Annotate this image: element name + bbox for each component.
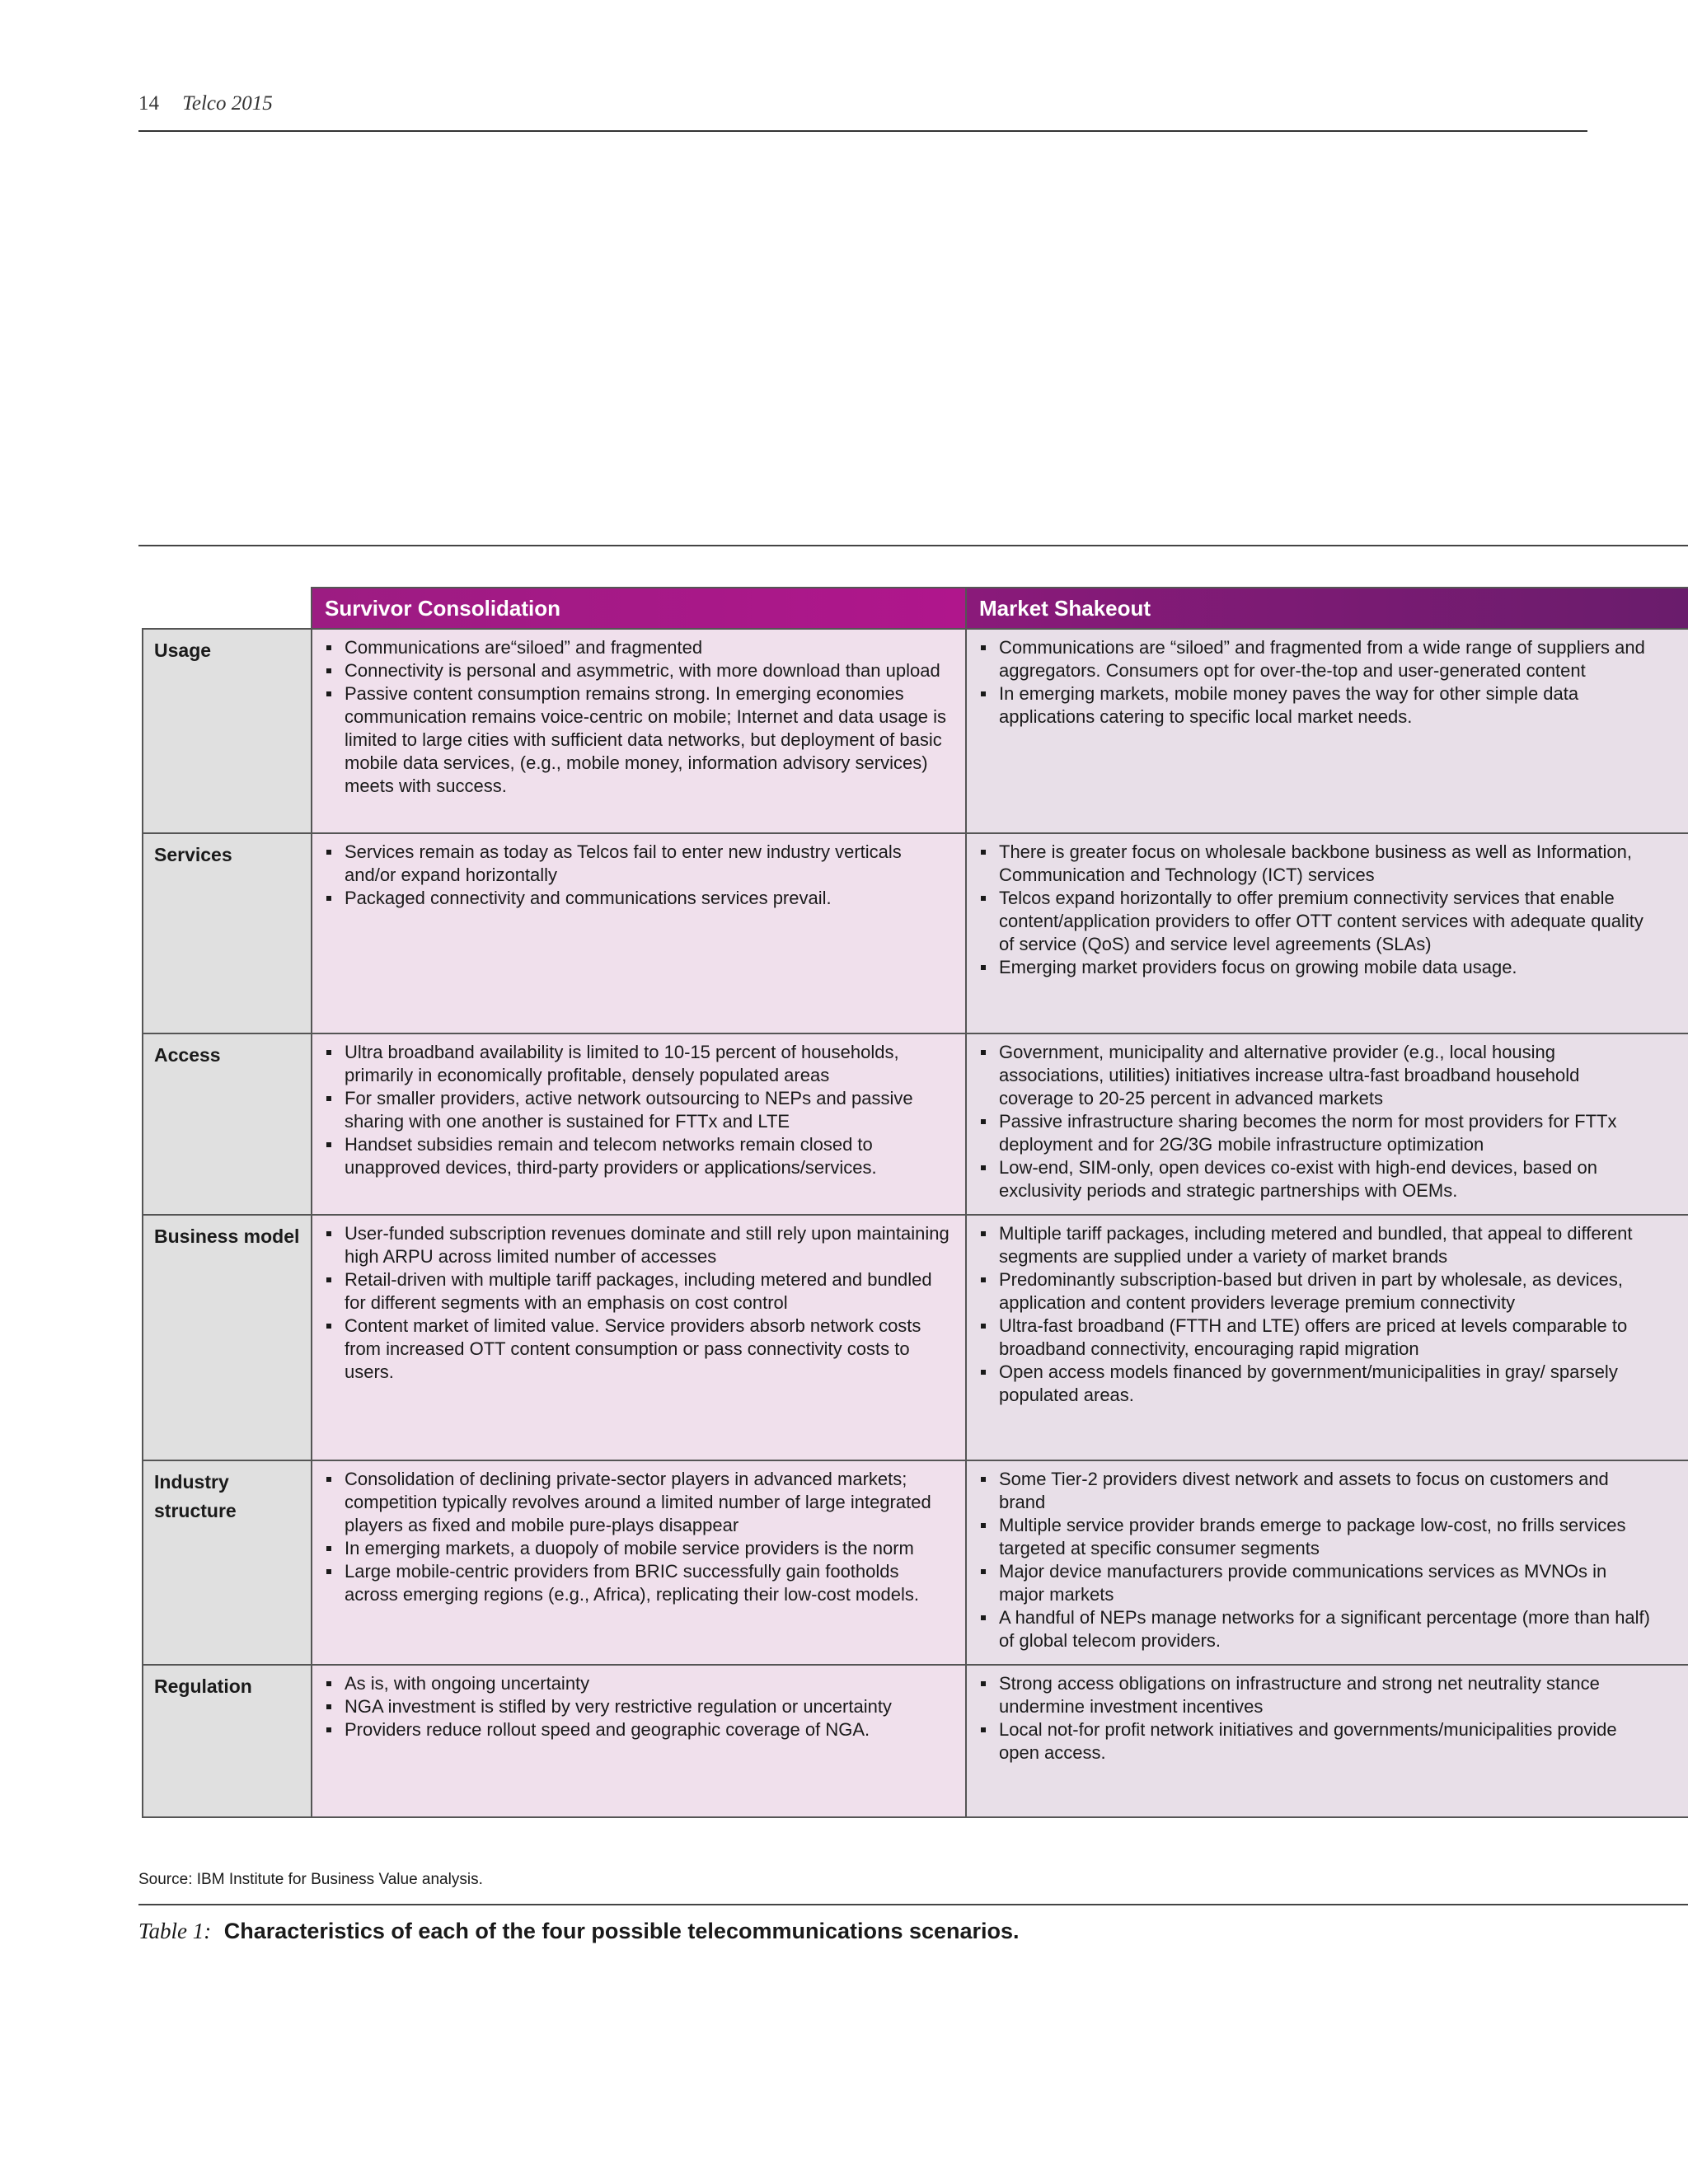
bullet-item: Some Tier-2 providers divest network and assets to focus on customers and brand (979, 1468, 1656, 1514)
header-rule (138, 130, 1587, 132)
cell-survivor-consolidation (312, 1033, 966, 1215)
table-row (143, 1215, 1688, 1460)
bullet-list (979, 841, 1656, 979)
bullet-item: Content market of limited value. Service providers absorb network costs from increased OTT content consumption or pass connectivity costs to users. (325, 1315, 952, 1384)
bullet-list (325, 636, 952, 798)
cell-survivor-consolidation (312, 1460, 966, 1665)
bullet-list (979, 1672, 1656, 1765)
bullet-item: Consolidation of declining private-sector players in advanced markets; competition typically revolves around a limited number of large integrated players as fixed and mobile pure-plays disappear (325, 1468, 952, 1537)
page-number: 14 (138, 92, 159, 115)
bullet-list (325, 1468, 952, 1606)
cell-survivor-consolidation (312, 833, 966, 1033)
row-label: Industry structure (143, 1460, 312, 1665)
cell-survivor-consolidation (312, 1215, 966, 1460)
bullet-item: There is greater focus on wholesale backbone business as well as Information, Communication and Technology (ICT) services (979, 841, 1656, 887)
row-label: Regulation (143, 1665, 312, 1817)
bullet-item: As is, with ongoing uncertainty (325, 1672, 952, 1695)
table-row (143, 1460, 1688, 1665)
cell-market-shakeout (966, 1665, 1688, 1817)
bullet-item: Multiple service provider brands emerge to package low-cost, no frills services targeted at specific consumer segments (979, 1514, 1656, 1560)
bullet-item: In emerging markets, a duopoly of mobile service providers is the norm (325, 1537, 952, 1560)
cell-market-shakeout (966, 1460, 1688, 1665)
bullet-item: Retail-driven with multiple tariff packages, including metered and bundled for different segments with an emphasis on cost control (325, 1268, 952, 1315)
table-caption (138, 1919, 1020, 1944)
caption-text: Characteristics of each of the four possible telecommunications scenarios. (223, 1919, 1020, 1943)
bullet-item: Packaged connectivity and communications services prevail. (325, 887, 952, 910)
bullet-item: A handful of NEPs manage networks for a significant percentage (more than half) of global telecom providers. (979, 1606, 1656, 1652)
source-note: Source: IBM Institute for Business Value analysis. (138, 1871, 483, 1888)
row-label: Services (143, 833, 312, 1033)
bullet-item: Multiple tariff packages, including metered and bundled, that appeal to different segments are supplied under a variety of market brands (979, 1222, 1656, 1268)
bullet-item: Government, municipality and alternative provider (e.g., local housing associations, utilities) initiatives increase ultra-fast broadband household coverage to 20-25 percent in advanced markets (979, 1041, 1656, 1110)
bullet-item: For smaller providers, active network outsourcing to NEPs and passive sharing with one another is sustained for FTTx and LTE (325, 1087, 952, 1133)
column-header-survivor-consolidation: Survivor Consolidation (312, 588, 966, 629)
bullet-item: Passive infrastructure sharing becomes the norm for most providers for FTTx deployment and for 2G/3G mobile infrastructure optimization (979, 1110, 1656, 1156)
bullet-list (979, 636, 1656, 729)
bullet-item: Large mobile-centric providers from BRIC successfully gain footholds across emerging regions (e.g., Africa), replicating their low-cost models. (325, 1560, 952, 1606)
table-header-row (143, 588, 1688, 629)
cell-market-shakeout (966, 1033, 1688, 1215)
bullet-item: Connectivity is personal and asymmetric, with more download than upload (325, 659, 952, 682)
bullet-item: User-funded subscription revenues dominate and still rely upon maintaining high ARPU across limited number of accesses (325, 1222, 952, 1268)
caption-label: Table 1: (138, 1919, 212, 1943)
table-row (143, 1033, 1688, 1215)
bullet-item: Providers reduce rollout speed and geographic coverage of NGA. (325, 1718, 952, 1741)
row-label: Business model (143, 1215, 312, 1460)
cell-market-shakeout (966, 833, 1688, 1033)
table-row (143, 833, 1688, 1033)
bullet-list (325, 1222, 952, 1384)
scenario-table (142, 587, 1688, 1818)
bullet-item: NGA investment is stifled by very restrictive regulation or uncertainty (325, 1695, 952, 1718)
page-header (138, 92, 273, 115)
row-label: Usage (143, 629, 312, 833)
bullet-list (325, 841, 952, 910)
caption-rule (138, 1904, 1688, 1905)
bullet-list (325, 1672, 952, 1741)
cell-market-shakeout (966, 1215, 1688, 1460)
table-row (143, 1665, 1688, 1817)
column-header-market-shakeout: Market Shakeout (966, 588, 1688, 629)
table-top-rule (138, 545, 1688, 546)
bullet-item: Handset subsidies remain and telecom networks remain closed to unapproved devices, third-party providers or applications/services. (325, 1133, 952, 1179)
bullet-list (979, 1041, 1656, 1202)
cell-market-shakeout (966, 629, 1688, 833)
bullet-item: Telcos expand horizontally to offer premium connectivity services that enable content/application providers to offer OTT content services with adequate quality of service (QoS) and service level agreements (SLAs) (979, 887, 1656, 956)
bullet-list (325, 1041, 952, 1179)
cell-survivor-consolidation (312, 629, 966, 833)
row-label: Access (143, 1033, 312, 1215)
cell-survivor-consolidation (312, 1665, 966, 1817)
bullet-list (979, 1468, 1656, 1652)
bullet-item: In emerging markets, mobile money paves the way for other simple data applications catering to specific local market needs. (979, 682, 1656, 729)
document-title: Telco 2015 (182, 92, 273, 115)
bullet-item: Communications are“siloed” and fragmented (325, 636, 952, 659)
bullet-item: Ultra-fast broadband (FTTH and LTE) offers are priced at levels comparable to broadband connectivity, encouraging rapid migration (979, 1315, 1656, 1361)
bullet-item: Major device manufacturers provide communications services as MVNOs in major markets (979, 1560, 1656, 1606)
bullet-item: Predominantly subscription-based but driven in part by wholesale, as devices, application and content providers leverage premium connectivity (979, 1268, 1656, 1315)
table-row (143, 629, 1688, 833)
scenario-table-container (142, 587, 1688, 1818)
bullet-item: Services remain as today as Telcos fail to enter new industry verticals and/or expand horizontally (325, 841, 952, 887)
bullet-item: Strong access obligations on infrastructure and strong net neutrality stance undermine investment incentives (979, 1672, 1656, 1718)
bullet-item: Emerging market providers focus on growing mobile data usage. (979, 956, 1656, 979)
header-corner (143, 588, 312, 629)
bullet-item: Low-end, SIM-only, open devices co-exist with high-end devices, based on exclusivity periods and strategic partnerships with OEMs. (979, 1156, 1656, 1202)
bullet-item: Local not-for profit network initiatives and governments/municipalities provide open access. (979, 1718, 1656, 1765)
bullet-item: Open access models financed by government/municipalities in gray/ sparsely populated areas. (979, 1361, 1656, 1407)
bullet-item: Ultra broadband availability is limited to 10-15 percent of households, primarily in economically profitable, densely populated areas (325, 1041, 952, 1087)
bullet-item: Communications are “siloed” and fragmented from a wide range of suppliers and aggregators. Consumers opt for over-the-top and user-generated content (979, 636, 1656, 682)
bullet-item: Passive content consumption remains strong. In emerging economies communication remains voice-centric on mobile; Internet and data usage is limited to large cities with sufficient data networks, but deployment of basic mobile data services, (e.g., mobile money, information advisory services) meets with success. (325, 682, 952, 798)
bullet-list (979, 1222, 1656, 1407)
